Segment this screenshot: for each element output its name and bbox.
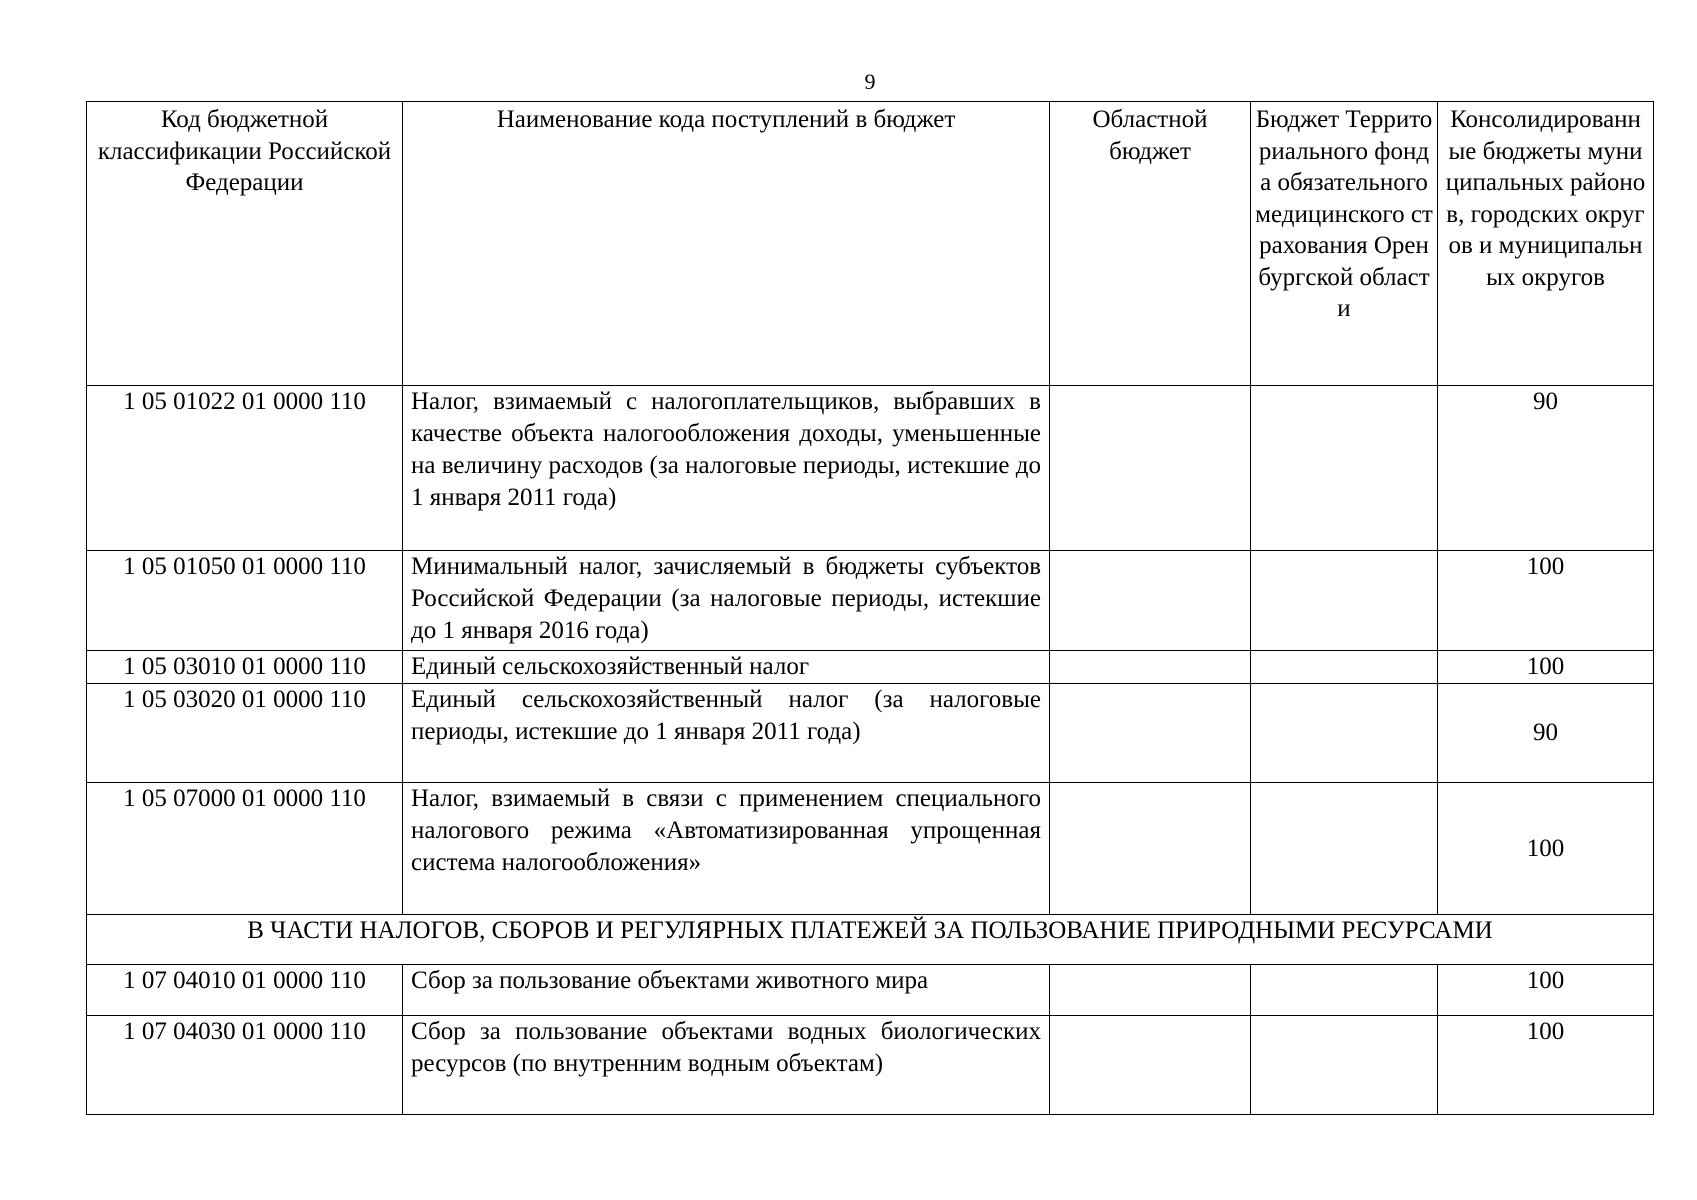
row-municipal: 90 bbox=[1438, 684, 1654, 783]
row-tfoms bbox=[1251, 651, 1438, 684]
row-municipal: 100 bbox=[1438, 551, 1654, 651]
row-name: Налог, взимаемый в связи с применением специального налогового режима «Автоматизированная упрощенная система налогообложения» bbox=[403, 783, 1050, 915]
section-header-row bbox=[87, 915, 1654, 965]
row-tfoms bbox=[1251, 783, 1438, 915]
row-tfoms bbox=[1251, 386, 1438, 551]
row-regional bbox=[1050, 965, 1251, 1016]
row-regional bbox=[1050, 386, 1251, 551]
table-row bbox=[87, 386, 1654, 551]
header-municipal-budgets: Консолидированные бюджеты муниципальных районов, городских округов и муниципальных округов bbox=[1438, 102, 1654, 386]
row-name: Сбор за пользование объектами животного мира bbox=[403, 965, 1050, 1016]
row-regional bbox=[1050, 1016, 1251, 1115]
row-code: 1 05 03010 01 0000 110 bbox=[87, 651, 403, 684]
table-header-row bbox=[87, 102, 1654, 386]
table-row bbox=[87, 1016, 1654, 1115]
revenue-distribution-table bbox=[86, 101, 1654, 1115]
header-regional-budget: Областной бюджет bbox=[1050, 102, 1251, 386]
row-municipal: 100 bbox=[1438, 1016, 1654, 1115]
row-name: Единый сельскохозяйственный налог (за налоговые периоды, истекшие до 1 января 2011 года) bbox=[403, 684, 1050, 783]
table-row bbox=[87, 551, 1654, 651]
row-code: 1 05 01050 01 0000 110 bbox=[87, 551, 403, 651]
header-code: Код бюджетной классификации Российской Федерации bbox=[87, 102, 403, 386]
row-regional bbox=[1050, 783, 1251, 915]
row-tfoms bbox=[1251, 965, 1438, 1016]
row-name: Сбор за пользование объектами водных биологических ресурсов (по внутренним водным объектам) bbox=[403, 1016, 1050, 1115]
row-regional bbox=[1050, 684, 1251, 783]
row-code: 1 05 07000 01 0000 110 bbox=[87, 783, 403, 915]
row-code: 1 07 04010 01 0000 110 bbox=[87, 965, 403, 1016]
row-regional bbox=[1050, 551, 1251, 651]
header-name: Наименование кода поступлений в бюджет bbox=[403, 102, 1050, 386]
row-name: Налог, взимаемый с налогоплательщиков, выбравших в качестве объекта налогообложения доходы, уменьшенные на величину расходов (за налоговые периоды, истекшие до 1 января 2011 года) bbox=[403, 386, 1050, 551]
row-municipal: 100 bbox=[1438, 651, 1654, 684]
row-regional bbox=[1050, 651, 1251, 684]
row-name: Минимальный налог, зачисляемый в бюджеты субъектов Российской Федерации (за налоговые периоды, истекшие до 1 января 2016 года) bbox=[403, 551, 1050, 651]
row-name: Единый сельскохозяйственный налог bbox=[403, 651, 1050, 684]
section-title: В ЧАСТИ НАЛОГОВ, СБОРОВ И РЕГУЛЯРНЫХ ПЛАТЕЖЕЙ ЗА ПОЛЬЗОВАНИЕ ПРИРОДНЫМИ РЕСУРСАМИ bbox=[87, 915, 1654, 965]
table-row bbox=[87, 965, 1654, 1016]
header-tfoms-budget: Бюджет Территориального фонда обязательного медицинского страхования Оренбургской области bbox=[1251, 102, 1438, 386]
row-code: 1 05 03020 01 0000 110 bbox=[87, 684, 403, 783]
table-row bbox=[87, 783, 1654, 915]
row-tfoms bbox=[1251, 551, 1438, 651]
row-tfoms bbox=[1251, 1016, 1438, 1115]
row-code: 1 05 01022 01 0000 110 bbox=[87, 386, 403, 551]
table-row bbox=[87, 684, 1654, 783]
table-row bbox=[87, 651, 1654, 684]
row-municipal: 90 bbox=[1438, 386, 1654, 551]
row-municipal: 100 bbox=[1438, 783, 1654, 915]
row-code: 1 07 04030 01 0000 110 bbox=[87, 1016, 403, 1115]
row-municipal: 100 bbox=[1438, 965, 1654, 1016]
row-tfoms bbox=[1251, 684, 1438, 783]
page-number: 9 bbox=[864, 69, 876, 94]
